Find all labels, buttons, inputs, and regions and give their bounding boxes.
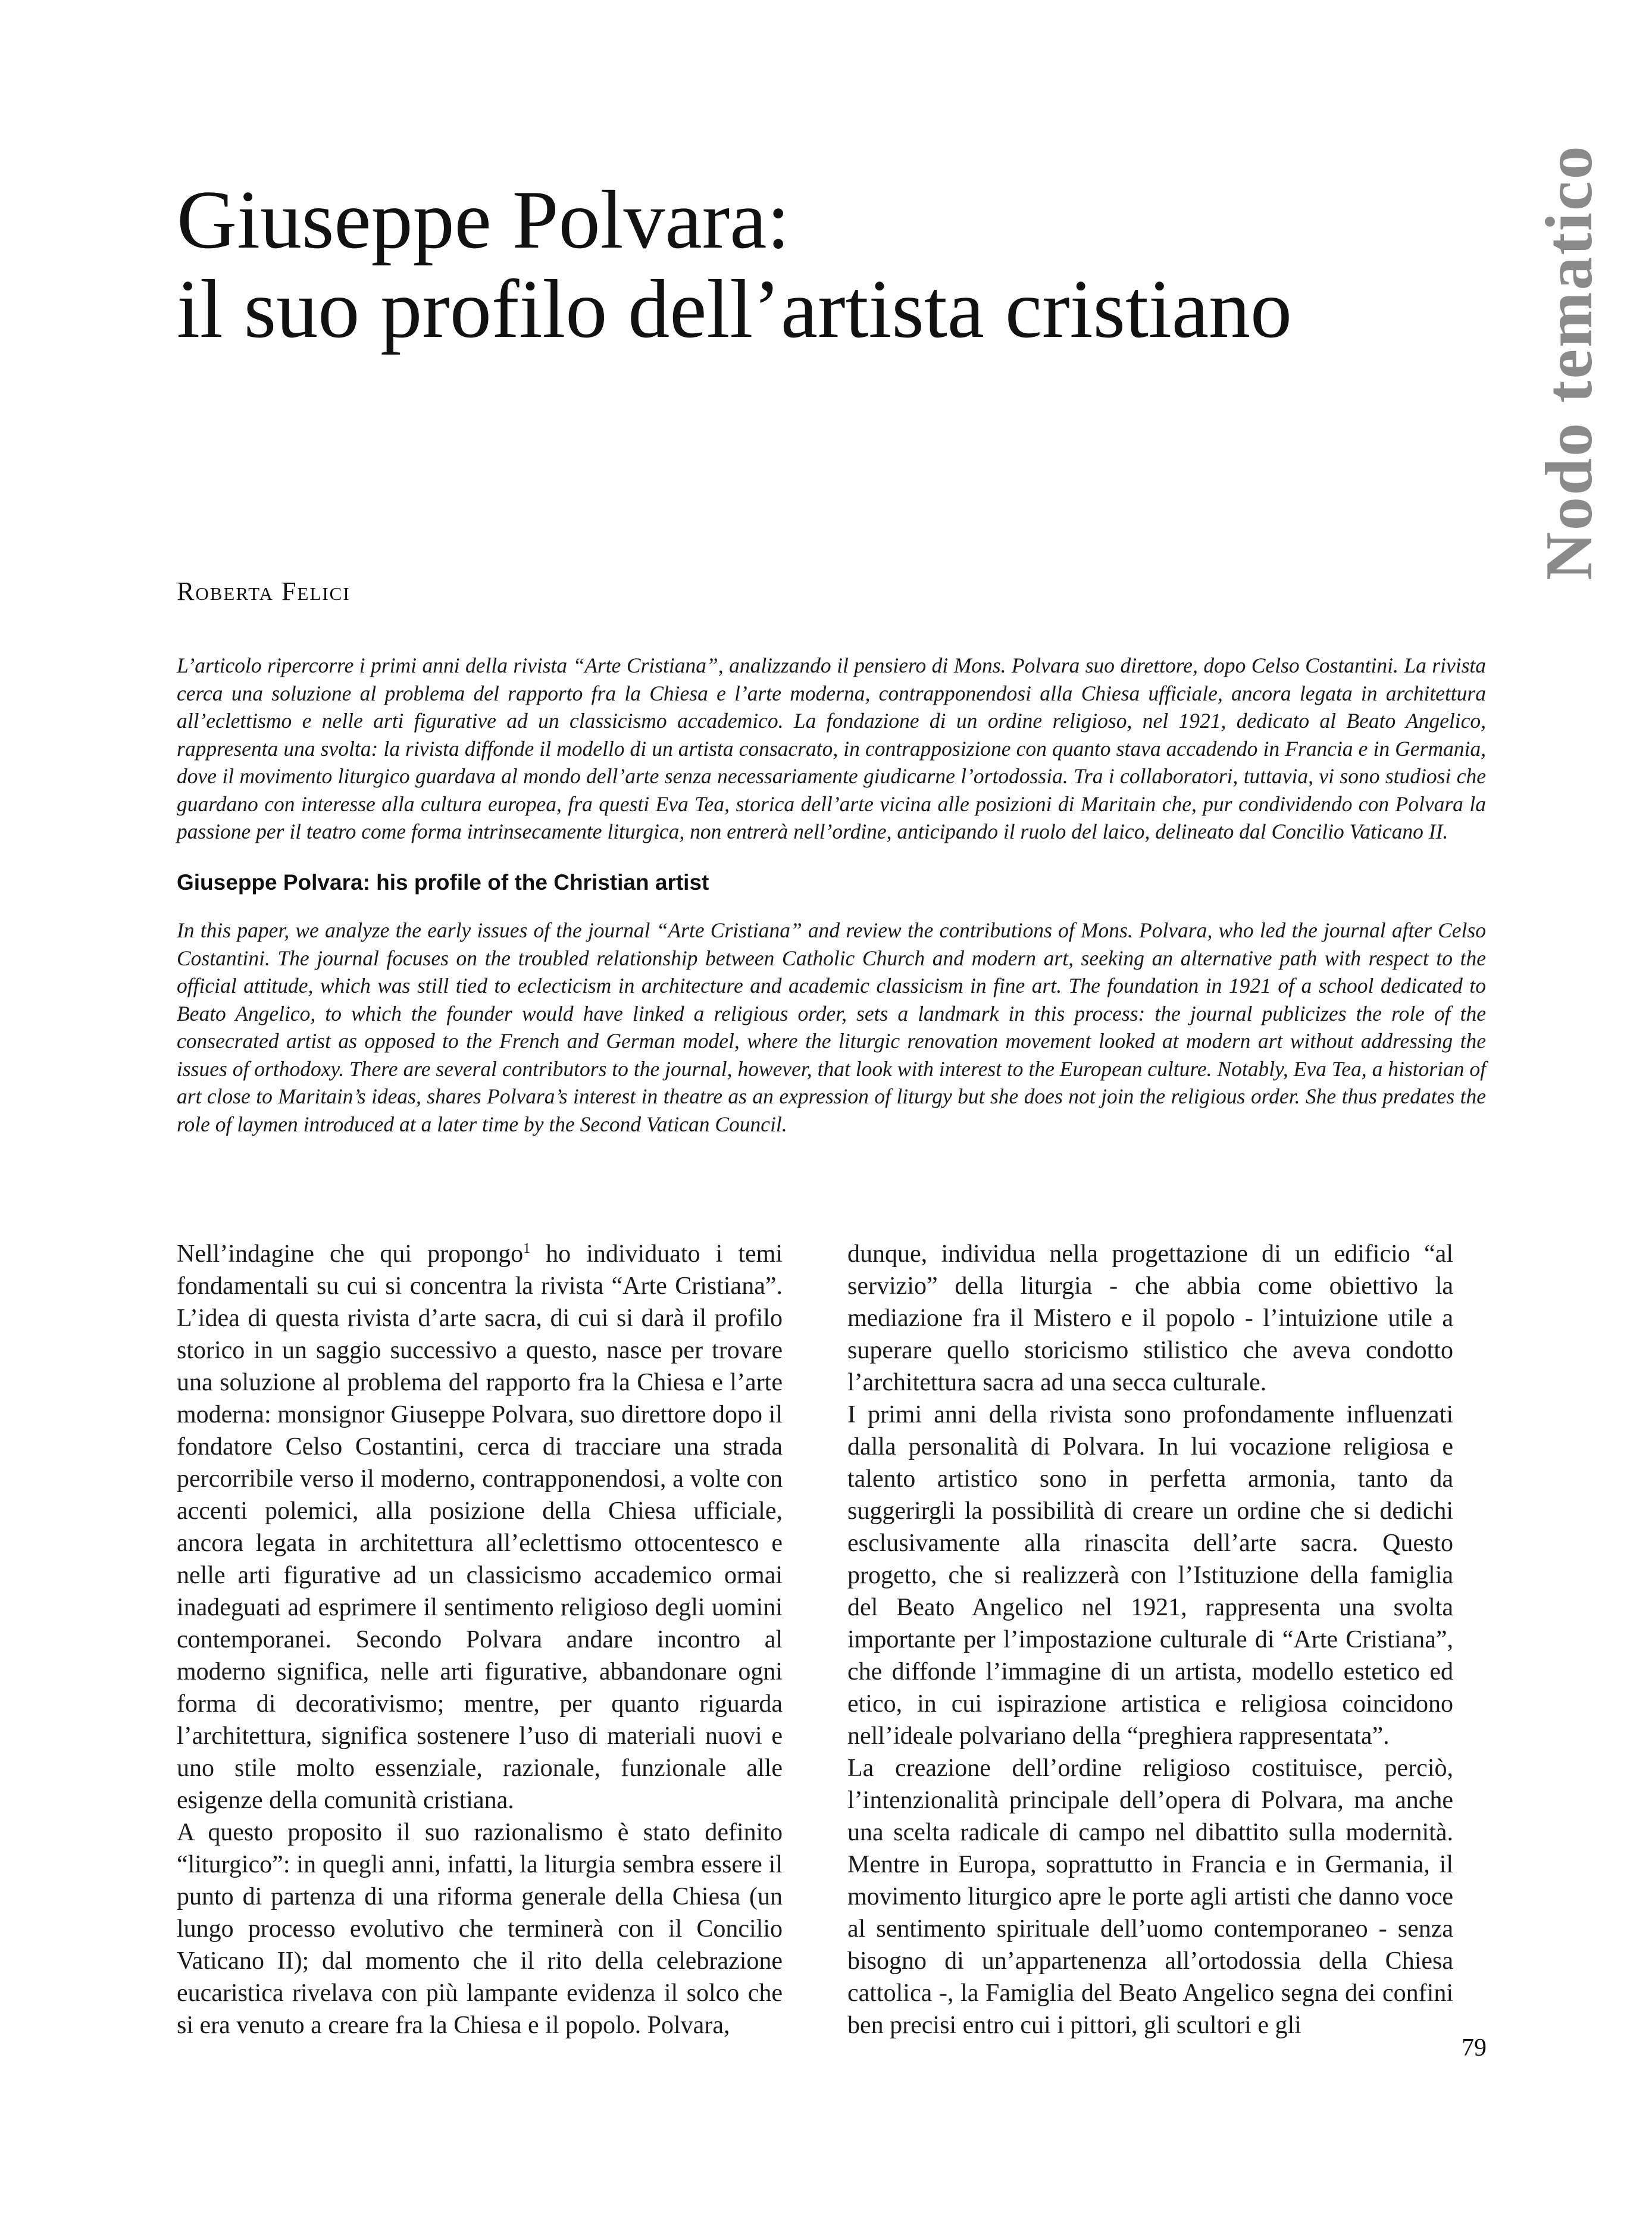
- title-line-2: il suo profilo dell’artista cristiano: [177, 263, 1293, 355]
- section-side-label: Nodo tematico: [1532, 144, 1606, 580]
- article-title: [177, 176, 1486, 354]
- body-paragraph: I primi anni della rivista sono profondamente influenzati dalla personalità di Polvara. In lui vocazione religiosa e talento artistico sono in perfetta armonia, tanto da suggerirgli la possibilità di creare un ordine che si dedichi esclusivamente alla rinascita dell’arte sacra. Questo progetto, che si realizzerà con l’Istituzione della famiglia del Beato Angelico nel 1921, rappresenta una svolta importante per l’impostazione culturale di “Arte Cristiana”, che diffonde l’immagine di un artista, modello estetico ed etico, in cui ispirazione artistica e religiosa coincidono nell’ideale polvariano della “preghiera rappresentata”.: [847, 1401, 1453, 1750]
- body-column-left: [177, 1238, 783, 2041]
- body-text: ho individuato i temi fondamentali su cui si concentra la rivista “Arte Cristiana”. L’idea di questa rivista d’arte sacra, di cui si darà il profilo storico in un saggio successivo a questo, nasce per trovare una soluzione al problema del rapporto fra la Chiesa e l’arte moderna: monsignor Giuseppe Polvara, suo direttore dopo il fondatore Celso Costantini, cerca di tracciare una strada percorribile verso il moderno, contrapponendosi, a volte con accenti polemici, alla posizione della Chiesa ufficiale, ancora legata in architettura all’eclettismo ottocentesco e nelle arti figurative ad un classicismo accademico ormai inadeguati ad esprimere il sentimento religioso degli uomini contemporanei. Secondo Polvara andare incontro al moderno significa, nelle arti figurative, abbandonare ogni forma di decorativismo; mentre, per quanto riguarda l’architettura, significa sostenere l’uso di materiali nuovi e uno stile molto essenziale, razionale, funzionale alle esigenze della comunità cristiana.: [177, 1240, 783, 1814]
- abstract-italian: L’articolo ripercorre i primi anni della rivista “Arte Cristiana”, analizzando il pensiero di Mons. Polvara suo direttore, dopo Celso Costantini. La rivista cerca una soluzione al problema del rapporto fra la Chiesa e l’arte moderna, contrapponendosi alla Chiesa ufficiale, ancora legata in architettura all’eclettismo e nelle arti figurative ad un classicismo accademico. La fondazione di un ordine religioso, nel 1921, dedicato al Beato Angelico, rappresenta una svolta: la rivista diffonde il modello di un artista consacrato, in contrapposizione con quanto stava accadendo in Francia e in Germania, dove il movimento liturgico guardava al mondo dell’arte senza necessariamente giudicarne l’ortodossia. Tra i collaboratori, tuttavia, vi sono studiosi che guardano con interesse alla cultura europea, fra questi Eva Tea, storica dell’arte vicina alle posizioni di Maritain che, pur condividendo con Polvara la passione per il teatro come forma intrinsecamente liturgica, non entrerà nell’ordine, anticipando il ruolo del laico, delineato dal Concilio Vaticano II.: [177, 653, 1486, 843]
- body-column-right: [847, 1238, 1453, 2041]
- author-name: Roberta Felici: [177, 577, 351, 606]
- abstract-english: In this paper, we analyze the early issues of the journal “Arte Cristiana” and review the contributions of Mons. Polvara, who led the journal after Celso Costantini. The journal focuses on the troubled relationship between Catholic Church and modern art, seeking an alternative path with respect to the official attitude, which was still tied to eclecticism in architecture and academic classicism in fine art. The foundation in 1921 of a school dedicated to Beato Angelico, to which the founder would have linked a religious order, sets a landmark in this process: the journal publicizes the role of the consecrated artist as opposed to the French and German model, where the liturgic renovation movement looked at modern art without addressing the issues of orthodoxy. There are several contributors to the journal, however, that look with interest to the European culture. Notably, Eva Tea, a historian of art close to Maritain’s ideas, shares Polvara’s interest in theatre as an expression of liturgy but she does not join the religious order. She thus predates the role of laymen introduced at a later time by the Second Vatican Council.: [177, 918, 1486, 1136]
- body-paragraph: La creazione dell’ordine religioso costituisce, perciò, l’intenzionalità principale dell’opera di Polvara, ma anche una scelta radicale di campo nel dibattito sulla modernità. Mentre in Europa, soprattutto in Francia e in Germania, il movimento liturgico apre le porte agli artisti che danno voce al sentimento spirituale dell’uomo contemporaneo - senza bisogno di un’appartenenza all’ortodossia della Chiesa cattolica -, la Famiglia del Beato Angelico segna dei confini ben precisi entro cui i pittori, gli scultori e gli: [847, 1755, 1453, 2039]
- abstract-english-title: Giuseppe Polvara: his profile of the Christian artist: [177, 870, 709, 895]
- footnote-reference[interactable]: 1: [523, 1241, 531, 1256]
- body-paragraph: A questo proposito il suo razionalismo è stato definito “liturgico”: in quegli anni, infatti, la liturgia sembra essere il punto di partenza di una riforma generale della Chiesa (un lungo processo evolutivo che terminerà con il Concilio Vaticano II); dal momento che il rito della celebrazione eucaristica rivelava con più lampante evidenza il solco che si era venuto a creare fra la Chiesa e il popolo. Polvara,: [177, 1819, 783, 2039]
- title-line-1: Giuseppe Polvara:: [177, 174, 790, 266]
- body-text: Nell’indagine che qui propongo: [177, 1240, 524, 1268]
- body-paragraph: dunque, individua nella progettazione di un edificio “al servizio” della liturgia - che abbia come obiettivo la mediazione fra il Mistero e il popolo - l’intuizione utile a superare quello storicismo stilistico che aveva condotto l’architettura sacra ad una secca culturale.: [847, 1240, 1453, 1396]
- body-paragraph: [177, 1238, 783, 1816]
- page-number: 79: [1462, 2034, 1487, 2062]
